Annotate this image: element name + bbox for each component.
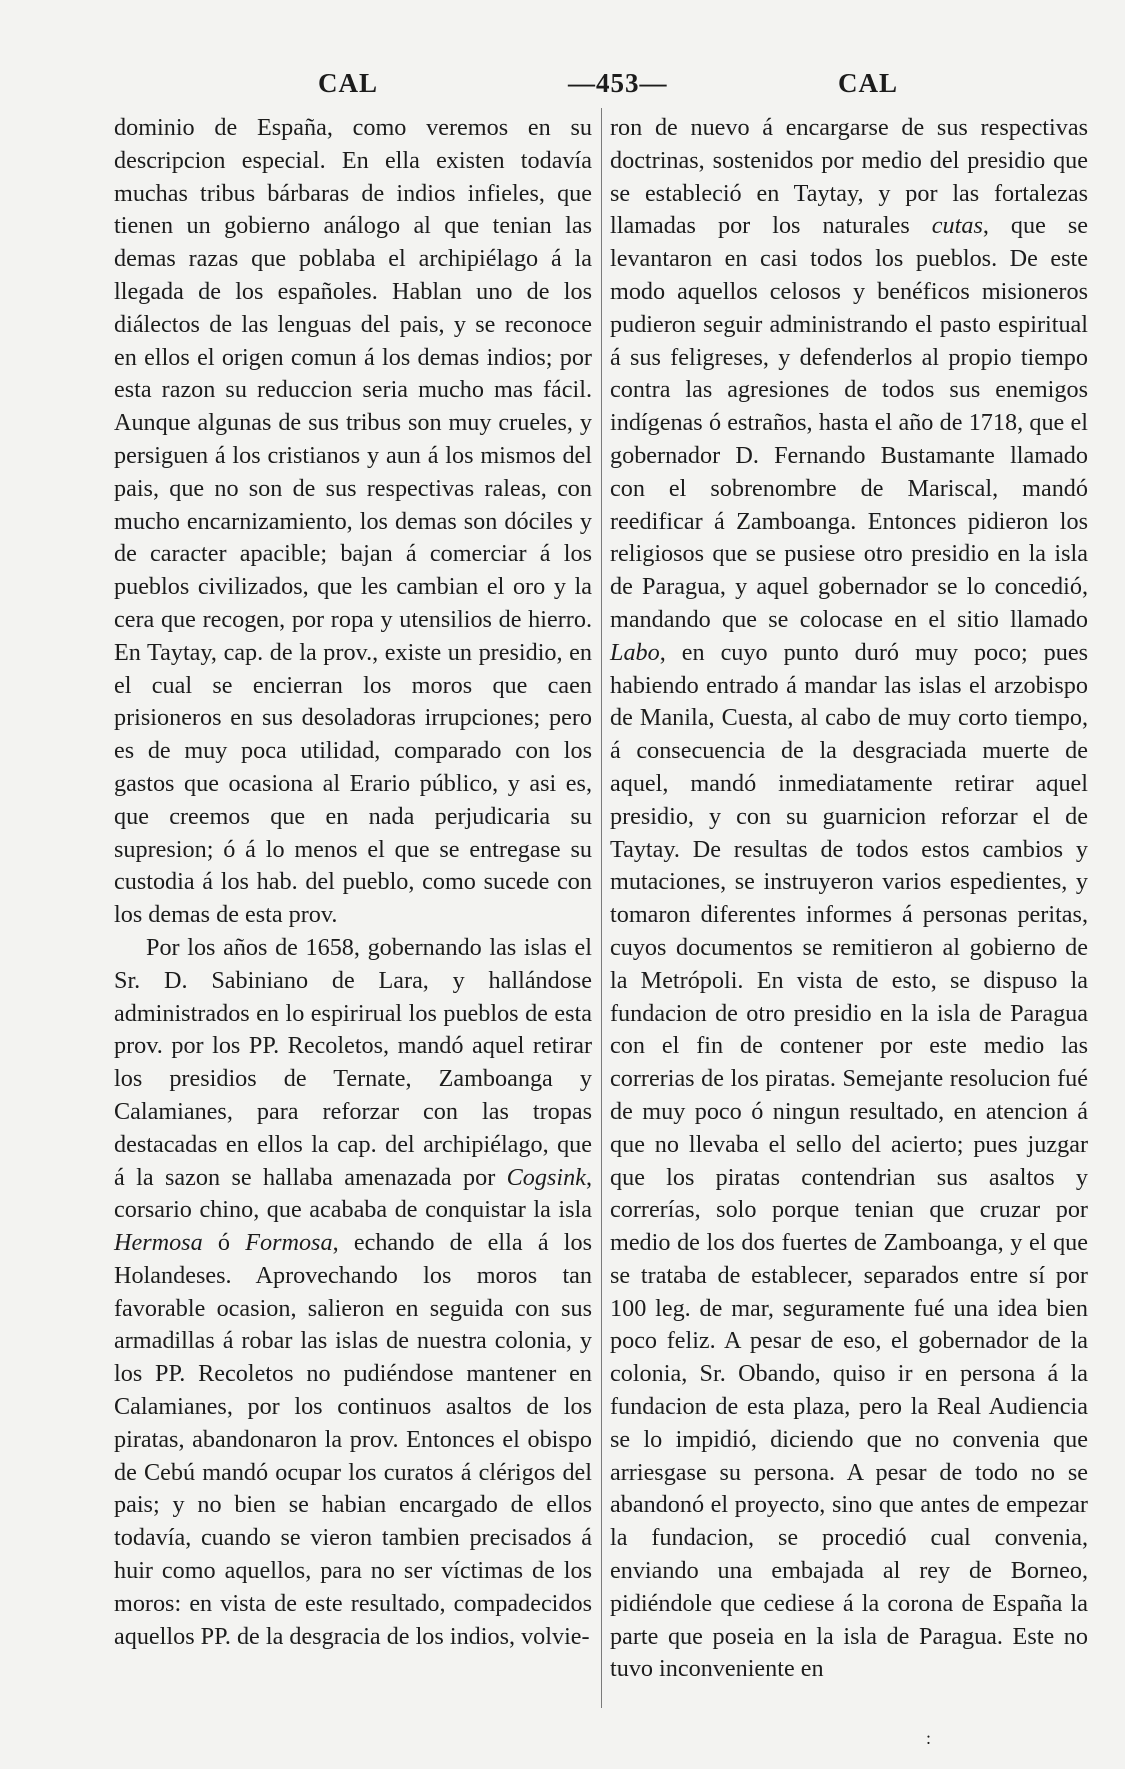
paragraph-3 (610, 112, 1088, 1686)
page-number: —453— (568, 68, 668, 98)
footer-mark: : (926, 1728, 932, 1748)
word-cutas: cutas (931, 212, 983, 240)
left-column (114, 112, 592, 1653)
paragraph-1: dominio de España, como veremos en su descripcion especial. En ella existen todavía muchas tribus bárbaras de indios infieles, que tienen un gobierno análogo al que tenian las demas razas que poblaba el archipiélago á la llegada de los españoles. Hablan uno de los diálectos de las lenguas del pais, y se reconoce en ellos el origen comun á los demas indios; por esta razon su reduccion seria mucho mas fácil. Aunque algunas de sus tribus son muy crueles, y persiguen á los cristianos y aun á los mismos del pais, que no son de sus respectivas raleas, con mucho encarnizamiento, los demas son dóciles y de caracter apacible; bajan á comerciar á los pueblos civilizados, que les cambian el oro y la cera que recogen, por ropa y utensilios de hierro. En Taytay, cap. de la prov., existe un presidio, en el cual se encierran los moros que caen prisioneros en sus desoladoras irrupciones; pero es de muy poca utilidad, comparado con los gastos que ocasiona al Erario público, y asi es, que creemos que en nada perjudicaria su supresion; ó á lo menos el que se entregase su custodia á los hab. del pueblo, como sucede con los demas de esta prov. (114, 114, 592, 929)
header-right-word: CAL (838, 68, 899, 98)
paragraph-2-text-d: , echando de ella á los Holandeses. Aprovechando los moros tan favorable ocasion, salieron en seguida con sus armadillas á robar las islas de nuestra colonia, y los PP. Recoletos no pudiéndose mantener en Calamianes, por los continuos asaltos de los piratas, abandonaron la prov. Entonces el obispo de Cebú mandó ocupar los curatos á clérigos del pais; y no bien se habian encargado de ellos todavía, cuando se vieron tambien precisados á huir como aquellos, para no ser víctimas de los moros: en vista de este resultado, compadecidos aquellos PP. de la desgracia de los indios, volvie- (114, 1229, 592, 1650)
paragraph-3-text-a: ron de nuevo á encargarse de sus respectivas doctrinas, sostenidos por medio del presidio que se estableció en Taytay, y por las fortalezas llamadas por los naturales (610, 114, 1088, 240)
paragraph-3-text-b: , que se levantaron en casi todos los pueblos. De este modo aquellos celosos y benéficos misioneros pudieron seguir administrando el pasto espiritual á sus feligreses, y defenderlos al propio tiempo contra las agresiones de todos sus enemigos indígenas ó estraños, hasta el año de 1718, que el gobernador D. Fernando Bustamante llamado con el sobrenombre de Mariscal, mandó reedificar á Zamboanga. Entonces pidieron los religiosos que se pusiese otro presidio en la isla de Paragua, y aquel gobernador se lo concedió, mandando que se colocase en el sitio llamado (610, 212, 1088, 633)
paragraph-3-text-c: , en cuyo punto duró muy poco; pues habiendo entrado á mandar las islas el arzobispo de Manila, Cuesta, al cabo de muy corto tiempo, á consecuencia de la desgraciada muerte de aquel, mandó inmediatamente retirar aquel presidio, y con su guarnicion reforzar el de Taytay. De resultas de todos estos cambios y mutaciones, se instruyeron varios espedientes, y tomaron diferentes informes á personas peritas, cuyos documentos se remitieron al gobierno de la Metrópoli. En vista de esto, se dispuso la fundacion de otro presidio en la isla de Paragua con el fin de contener por este medio las correrias de los piratas. Semejante resolucion fué de muy poco ó ningun resultado, en atencion á que no llevaba el sello del acierto; pues juzgar que los piratas contendrian sus asaltos y correrías, solo porque tenian que cruzar por medio de los dos fuertes de Zamboanga, y el que se trataba de establecer, separados entre sí por 100 leg. de mar, seguramente fué una idea bien poco feliz. A pesar de eso, el gobernador de la colonia, Sr. Obando, quiso ir en persona á la fundacion de esta plaza, pero la Real Audiencia se lo impidió, diciendo que no convenia que arriesgase su persona. A pesar de todo no se abandonó el proyecto, sino que antes de empezar la fundacion, se procedió cual convenia, enviando una embajada al rey de Borneo, pidiéndole que cediese á la corona de España la parte que poseia en la isla de Paragua. Este no tuvo inconveniente en (610, 638, 1088, 1683)
paragraph-2-text-c: ó (217, 1229, 230, 1257)
right-column (610, 112, 1088, 1686)
column-divider (601, 108, 602, 1708)
header-left-word: CAL (318, 68, 379, 98)
place-labo: Labo (610, 638, 660, 666)
paragraph-2-text-b: , corsario chino, que acababa de conquistar la isla (114, 1163, 593, 1224)
name-formosa: Formosa (245, 1229, 333, 1257)
running-header (0, 68, 1125, 108)
name-cogsink: Cogsink (506, 1163, 586, 1191)
paragraph-2-text-a: Por los años de 1658, gobernando las islas el Sr. D. Sabiniano de Lara, y hallándose administrados en lo espirirual los pueblos de esta prov. por los PP. Recoletos, mandó aquel retirar los presidios de Ternate, Zamboanga y Calamianes, para reforzar con las tropas destacadas en ellos la cap. del archipiélago, que á la sazon se hallaba amenazada por (114, 933, 592, 1191)
name-hermosa: Hermosa (114, 1229, 203, 1257)
paragraph-2 (114, 932, 592, 1654)
